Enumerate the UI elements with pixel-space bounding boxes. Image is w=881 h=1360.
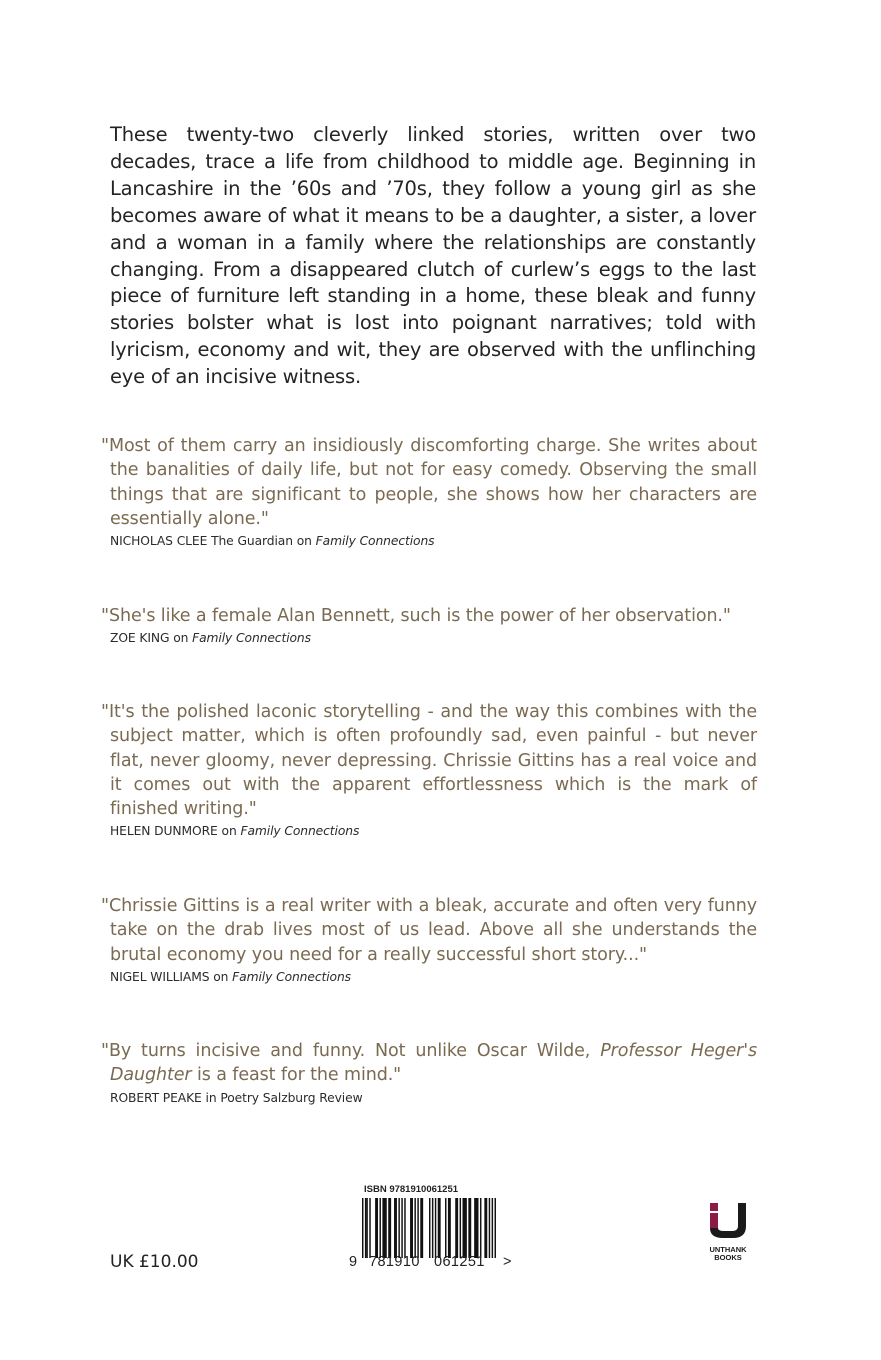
logo-square (710, 1203, 718, 1211)
barcode-bar (435, 1198, 436, 1258)
review-quote-part: is a feast for the mind." (191, 1065, 402, 1086)
barcode-digit-first: 9 (349, 1254, 358, 1270)
blurb-text: These twenty-two cleverly linked stories, written over two decades, trace a life from childhood to middle age. Beginning in Lancashire in the ’60s and ’70s, they follow a young girl as she becomes aware of what it means to be a daughter, a sister, a lover and a woman in a family where the relationships are constantly changing. From a disappeared clutch of curlew’s eggs to the last piece of furniture left standing in a home, these bleak and funny stories bolster what is lost into poignant narratives; told with lyricism, economy and wit, they are observed with the unflinching eye of an incisive witness. (110, 123, 756, 389)
barcode-bar (382, 1198, 386, 1258)
review-quote (101, 1039, 757, 1088)
barcode-bars (362, 1198, 496, 1258)
barcode-bar (468, 1198, 471, 1258)
barcode-digits-group1: 781910 (369, 1254, 420, 1270)
review-quote-book-title: Professor Heger's Daughter (110, 1041, 757, 1086)
review-quote-part: "By turns incisive and funny. Not unlike Oscar Wilde, (101, 1041, 601, 1061)
barcode-bar (388, 1198, 391, 1258)
barcode-bar (375, 1198, 378, 1258)
review-quote: "Most of them carry an insidiously discomforting charge. She writes about the banalities of daily life, but not for easy comedy. Observing the small things that are significant to people, she shows how her characters are essentially alone." (101, 436, 757, 529)
barcode-bar (429, 1198, 430, 1258)
barcode-bar (432, 1198, 433, 1258)
barcode-bar (414, 1198, 415, 1258)
barcode-bar (463, 1198, 467, 1258)
review-work-title: Family Connections (315, 534, 435, 549)
barcode-bar (455, 1198, 458, 1258)
barcode-bar (438, 1198, 441, 1258)
publisher-name-line1: UNTHANK (709, 1245, 747, 1254)
publisher-name-line2: BOOKS (714, 1253, 742, 1262)
barcode-bar (398, 1198, 399, 1258)
review-attribution (110, 970, 757, 984)
review-attribution (110, 534, 757, 548)
barcode-bar (495, 1198, 496, 1258)
isbn-label: ISBN 9781910061251 (364, 1184, 459, 1195)
unthank-logo-icon (703, 1200, 753, 1240)
barcode-bar (394, 1198, 397, 1258)
barcode-bar (492, 1198, 493, 1258)
review-author: HELEN DUNMORE on (110, 824, 237, 839)
price-label: UK £10.00 (110, 1252, 199, 1272)
back-cover-blurb (110, 122, 756, 391)
barcode-bar (404, 1198, 405, 1258)
review-5 (101, 1039, 757, 1105)
barcode-bar (366, 1198, 367, 1258)
review-2 (101, 604, 757, 645)
barcode-bar (445, 1198, 446, 1258)
review-quote: "It's the polished laconic storytelling - and the way this combines with the subject matter, which is often profoundly sad, even painful - but never flat, never gloomy, never depressing. Chrissie Gittins has a real voice and it comes out with the apparent effortlessness which is the mark of finished writing." (101, 702, 757, 820)
barcode-bar (362, 1198, 363, 1258)
review-attribution (110, 824, 757, 838)
review-quote: "She's like a female Alan Bennett, such is the power of her observation." (101, 606, 731, 626)
review-work-title: Family Connections (232, 969, 351, 984)
review-author: ROBERT PEAKE in Poetry Salzburg Review (110, 1090, 363, 1105)
review-1 (101, 434, 757, 548)
barcode-bar (484, 1198, 487, 1258)
barcode-bar (401, 1198, 402, 1258)
review-attribution (110, 631, 757, 645)
publisher-logo (703, 1200, 753, 1262)
barcode-bar (460, 1198, 461, 1258)
review-author: ZOE KING on (110, 631, 189, 646)
review-4 (101, 894, 757, 984)
review-quote: "Chrissie Gittins is a real writer with a bleak, accurate and often very funny take on the drab lives most of us lead. Above all she understands the brutal economy you need for a really successful short story..." (101, 896, 757, 965)
barcode-bar (379, 1198, 380, 1258)
review-attribution (110, 1091, 757, 1105)
review-work-title: Family Connections (240, 824, 360, 839)
barcode-bar (448, 1198, 451, 1258)
barcode-bar (369, 1198, 370, 1258)
barcode-digits-group2: 061251 (434, 1254, 485, 1270)
logo-left-stem (710, 1213, 718, 1228)
barcode-bar (489, 1198, 490, 1258)
publisher-name (703, 1246, 753, 1262)
barcode-bar (417, 1198, 418, 1258)
barcode-bar (474, 1198, 478, 1258)
review-3 (101, 700, 757, 838)
review-author: NIGEL WILLIAMS on (110, 969, 229, 984)
review-work-title: Family Connections (192, 631, 311, 646)
barcode-bar (480, 1198, 481, 1258)
barcode-bar (410, 1198, 413, 1258)
barcode-arrow: > (503, 1254, 512, 1270)
barcode-bar (365, 1198, 366, 1258)
review-author: NICHOLAS CLEE The Guardian on (110, 534, 312, 549)
barcode-bar (420, 1198, 423, 1258)
